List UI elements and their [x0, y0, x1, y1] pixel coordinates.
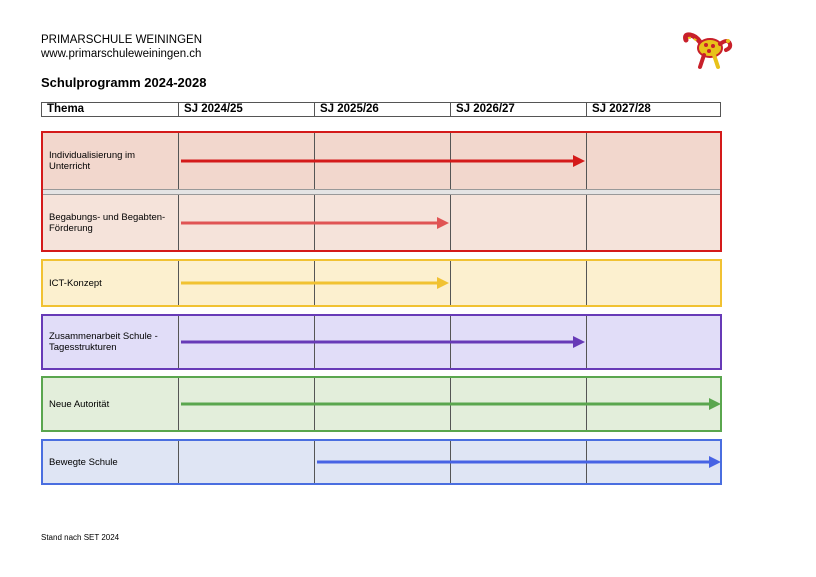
- table-header: [41, 102, 721, 117]
- theme-group-ict: [41, 259, 722, 307]
- theme-group-bewegte-schule: [41, 439, 722, 485]
- table-row: [43, 261, 720, 305]
- theme-group-autoritaet: [41, 376, 722, 432]
- theme-label: Bewegte Schule: [49, 456, 118, 468]
- timeline-arrow: [181, 336, 585, 348]
- table-row: [43, 441, 720, 483]
- table-row: [43, 195, 720, 250]
- footer-note: Stand nach SET 2024: [41, 533, 120, 542]
- column-header-sj-2026-27: SJ 2026/27: [450, 103, 586, 116]
- timeline-arrow: [181, 398, 721, 410]
- timeline-arrow: [181, 155, 585, 167]
- page-title: Schulprogramm 2024-2028: [41, 75, 207, 90]
- timeline-arrow: [181, 217, 449, 229]
- school-website[interactable]: www.primarschuleweiningen.ch: [41, 48, 202, 60]
- theme-group-tagesstrukturen: [41, 314, 722, 370]
- school-mascot-logo-icon: [680, 30, 734, 70]
- table-row: [43, 133, 720, 189]
- column-header-thema: Thema: [47, 103, 85, 115]
- table-row: [43, 316, 720, 368]
- column-header-sj-2024-25: SJ 2024/25: [178, 103, 314, 116]
- theme-label: Zusammenarbeit Schule - Tagesstrukturen: [49, 331, 158, 353]
- timeline-arrow: [317, 456, 721, 468]
- timeline-arrow: [181, 277, 449, 289]
- theme-label: Begabungs- und Begabten-Förderung: [49, 211, 166, 234]
- table-row: [43, 378, 720, 430]
- theme-label: ICT-Konzept: [49, 277, 102, 289]
- theme-label: Individualisierung im Unterricht: [49, 150, 136, 172]
- school-name: PRIMARSCHULE WEININGEN: [41, 34, 203, 46]
- column-header-sj-2027-28: SJ 2027/28: [586, 103, 722, 116]
- theme-label: Neue Autorität: [49, 398, 110, 410]
- theme-group-foerderung: [41, 131, 722, 252]
- column-header-sj-2025-26: SJ 2025/26: [314, 103, 450, 116]
